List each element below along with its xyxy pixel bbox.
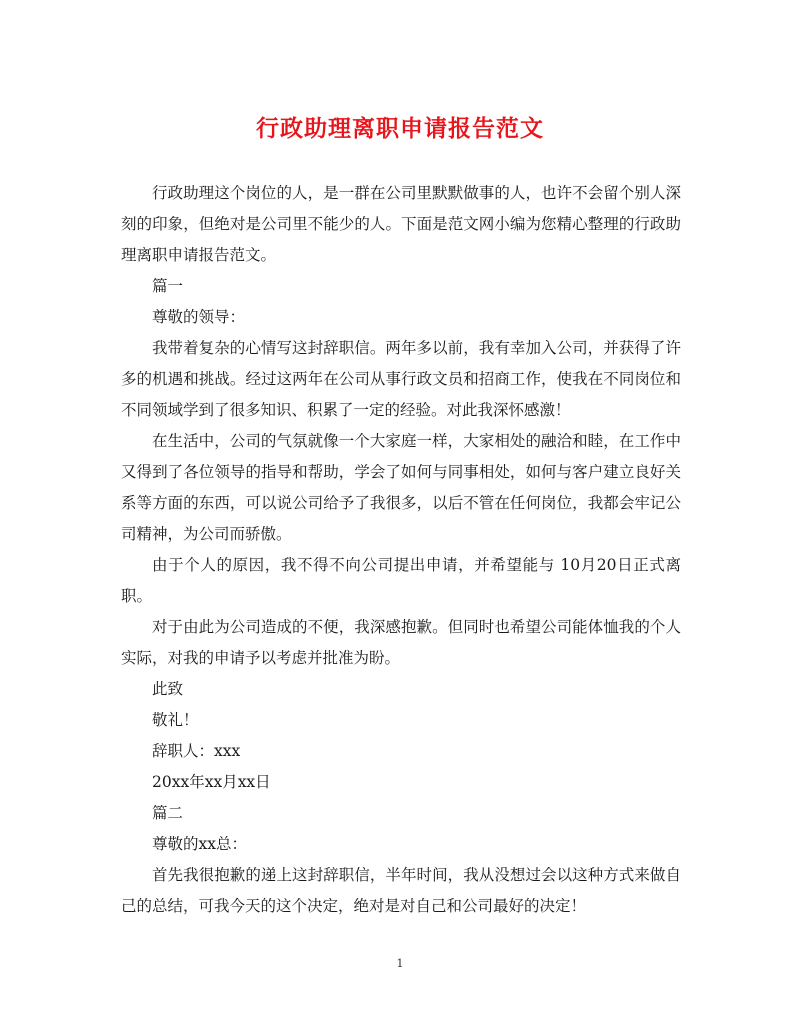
- body-paragraph: 由于个人的原因，我不得不向公司提出申请，并希望能与 10月20日正式离职。: [121, 556, 681, 605]
- document-title: 行政助理离职申请报告范文: [256, 115, 544, 142]
- date-line: 20xx年xx月xx日: [152, 773, 271, 791]
- closing-line: 此致: [152, 680, 184, 698]
- section-heading-two: 篇二: [152, 804, 184, 822]
- page-number: 1: [396, 957, 404, 970]
- intro-paragraph: 行政助理这个岗位的人，是一群在公司里默默做事的人，也许不会留个别人深刻的印象，但绝对是公司里不能少的人。下面是范文网小编为您精心整理的行政助理离职申请报告范文。: [121, 184, 681, 264]
- section-heading-one: 篇一: [152, 277, 184, 295]
- salutation: 尊敬的xx总：: [152, 835, 247, 853]
- closing-regards: 敬礼！: [152, 711, 199, 729]
- body-paragraph: 对于由此为公司造成的不便，我深感抱歉。但同时也希望公司能体恤我的个人实际，对我的申请予以考虑并批准为盼。: [121, 618, 681, 667]
- body-paragraph: 我带着复杂的心情写这封辞职信。两年多以前，我有幸加入公司，并获得了许多的机遇和挑战。经过这两年在公司从事行政文员和招商工作，使我在不同岗位和不同领域学到了很多知识、积累了一定的经验。对此我深怀感激！: [121, 339, 681, 419]
- salutation: 尊敬的领导：: [152, 308, 246, 326]
- document-body: [121, 178, 681, 922]
- body-paragraph: 在生活中，公司的气氛就像一个大家庭一样，大家相处的融洽和睦，在工作中又得到了各位领导的指导和帮助，学会了如何与同事相处，如何与客户建立良好关系等方面的东西，可以说公司给予了我很多，以后不管在任何岗位，我都会牢记公司精神，为公司而骄傲。: [121, 432, 681, 543]
- body-paragraph: 首先我很抱歉的递上这封辞职信，半年时间，我从没想过会以这种方式来做自己的总结，可我今天的这个决定，绝对是对自己和公司最好的决定！: [121, 866, 681, 915]
- signature-line: 辞职人：xxx: [152, 742, 241, 760]
